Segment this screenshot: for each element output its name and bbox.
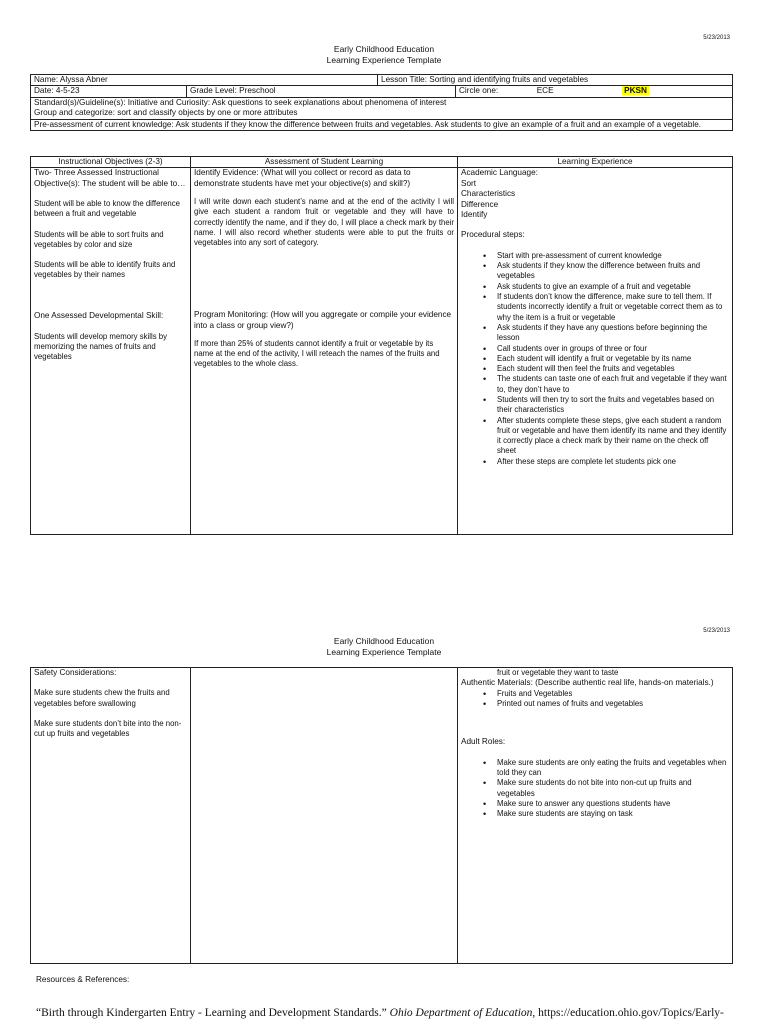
circle-one-label: Circle one: (459, 86, 499, 96)
safety-cell (31, 668, 191, 964)
circle-option-pksn: PKSN (624, 86, 647, 96)
circle-option-ece: ECE (536, 86, 554, 96)
page-date: 5/23/2013 (703, 35, 730, 41)
adult-role-item: • Make sure to answer any questions students have (461, 799, 729, 809)
objective-item: Students will be able to sort fruits and vegetables by color and size (34, 229, 164, 249)
column-header-objectives: Instructional Objectives (2-3) (31, 157, 191, 168)
adult-roles-heading: Adult Roles: (461, 737, 506, 747)
authentic-materials-heading: Authentic Materials: (Describe authentic real life, hands-on materials.) (461, 678, 714, 688)
safety-heading: Safety Considerations: (34, 668, 117, 677)
procedural-step: • Start with pre-assessment of current knowledge (461, 251, 729, 261)
procedural-step: • Students will then try to sort the fruits and vegetables based on their characteristics (461, 395, 729, 416)
header-subtitle: Learning Experience Template (326, 647, 442, 657)
date-field: Date: 4-5-23 (31, 86, 187, 97)
citation (36, 1007, 724, 1019)
procedural-step: • Ask students if they know the difference between fruits and vegetables (461, 261, 729, 282)
identify-evidence-heading: Identify Evidence: (What will you collect or record as data to demonstrate students have met your objective(s) and skill?) (194, 168, 411, 188)
objective-item: Student will be able to know the difference between a fruit and vegetable (34, 199, 180, 219)
continued-step-text: fruit or vegetable they want to taste (497, 668, 619, 677)
authentic-materials-list (461, 689, 729, 710)
column-header-assessment: Assessment of Student Learning (191, 157, 458, 168)
procedural-step: • Call students over in groups of three or four (461, 344, 729, 354)
column-header-learning: Learning Experience (458, 157, 733, 168)
header-title: Early Childhood Education (333, 636, 435, 646)
objectives-cell (31, 168, 191, 535)
name-field: Name: Alyssa Abner (31, 75, 378, 86)
continuation-table (30, 667, 733, 964)
developmental-skill-item: Students will develop memory skills by memorizing the names of fruits and vegetables (34, 331, 168, 362)
header-subtitle: Learning Experience Template (326, 55, 442, 65)
developmental-skill-heading: One Assessed Developmental Skill: (34, 311, 164, 321)
circle-one-field (456, 86, 733, 97)
resources-heading: Resources & References: (36, 975, 130, 984)
procedural-step: • Each student will identify a fruit or vegetable by its name (461, 354, 729, 364)
preassessment-field: Pre-assessment of current knowledge: Ask students if they know the difference between fruits and vegetables. Ask students to give an example of a fruit and an example of a vegetable. (31, 119, 733, 130)
procedural-steps-list (461, 251, 729, 467)
objectives-heading: Two- Three Assessed Instructional Objective(s): The student will be able to… (34, 168, 186, 188)
header-title: Early Childhood Education (333, 44, 435, 54)
procedural-step: • After students complete these steps, give each student a random fruit or vegetable and have them identify its name and they identify it correctly place a check mark by their name on the check off sheet (461, 416, 729, 457)
document-header (0, 44, 768, 66)
standards-line: Standard(s)/Guideline(s): Initiative and Curiosity: Ask questions to seek explanations about phenomena of interest (34, 97, 447, 107)
procedural-step: • Ask students if they have any questions before beginning the lesson (461, 323, 729, 344)
procedural-step: • Ask students to give an example of a fruit and vegetable (461, 282, 729, 292)
adult-role-item: • Make sure students are staying on task (461, 809, 729, 819)
learning-plan-table (30, 156, 733, 535)
procedural-step: • The students can taste one of each fruit and vegetable if they want to, they don’t have to (461, 374, 729, 395)
program-monitoring-text: If more than 25% of students cannot identify a fruit or vegetable by its name at the end of the activity, I will reteach the names of the fruits and vegetables to the whole class. (194, 339, 440, 369)
adult-role-item: • Make sure students do not bite into non-cut up fruits and vegetables (461, 778, 729, 799)
academic-term: Characteristics (461, 189, 516, 199)
standards-line: Group and categorize: sort and classify objects by one or more attributes (34, 108, 298, 118)
academic-term: Identify (461, 210, 488, 220)
adult-roles-list (461, 758, 729, 820)
academic-language-heading: Academic Language: (461, 168, 538, 178)
objective-item: Students will be able to identify fruits and vegetables by their names (34, 260, 176, 280)
academic-term: Difference (461, 199, 499, 209)
citation-url: , https://education.ohio.gov/Topics/Early- (532, 1007, 724, 1019)
learning-continuation-cell (458, 668, 733, 964)
procedural-step: • Each student will then feel the fruits and vegetables (461, 364, 729, 374)
document-header (0, 636, 768, 658)
citation-source: Ohio Department of Education (389, 1007, 533, 1019)
safety-item: Make sure students chew the fruits and vegetables before swallowing (34, 688, 170, 708)
adult-role-item: • Make sure students are only eating the fruits and vegetables when told they can (461, 758, 729, 779)
lesson-info-table (30, 74, 733, 131)
grade-level-field: Grade Level: Preschool (187, 86, 456, 97)
learning-experience-cell (458, 168, 733, 535)
program-monitoring-heading: Program Monitoring: (How will you aggregate or compile your evidence into a class or group view?) (194, 310, 452, 330)
procedural-step: • After these steps are complete let students pick one (461, 457, 729, 467)
academic-term: Sort (461, 178, 477, 188)
assessment-cell (191, 168, 458, 535)
safety-item: Make sure students don’t bite into the non-cut up fruits and vegetables (34, 718, 182, 739)
authentic-material-item: • Printed out names of fruits and vegetables (461, 699, 729, 709)
lesson-title-field: Lesson Title: Sorting and identifying fruits and vegetables (378, 75, 733, 86)
standards-field (31, 97, 733, 119)
page-date: 5/23/2013 (703, 628, 730, 634)
citation-title: “Birth through Kindergarten Entry - Learning and Development Standards.” (36, 1007, 387, 1019)
identify-evidence-text: I will write down each student’s name and at the end of the activity I will give each student a random fruit or vegetable and they will have to correctly identify the name, and if they do, I will place a check mark by their name. I will also record whether students were able to put the fruits or vegetables into any sort of category. (194, 197, 454, 248)
blank-assessment-cell (191, 668, 458, 964)
procedural-step: • If students don’t know the difference, make sure to tell them. If students incorrectly identify a fruit or vegetable correct them as to why the item is a fruit or vegetable (461, 292, 729, 323)
procedural-steps-heading: Procedural steps: (461, 230, 525, 240)
authentic-material-item: • Fruits and Vegetables (461, 689, 729, 699)
